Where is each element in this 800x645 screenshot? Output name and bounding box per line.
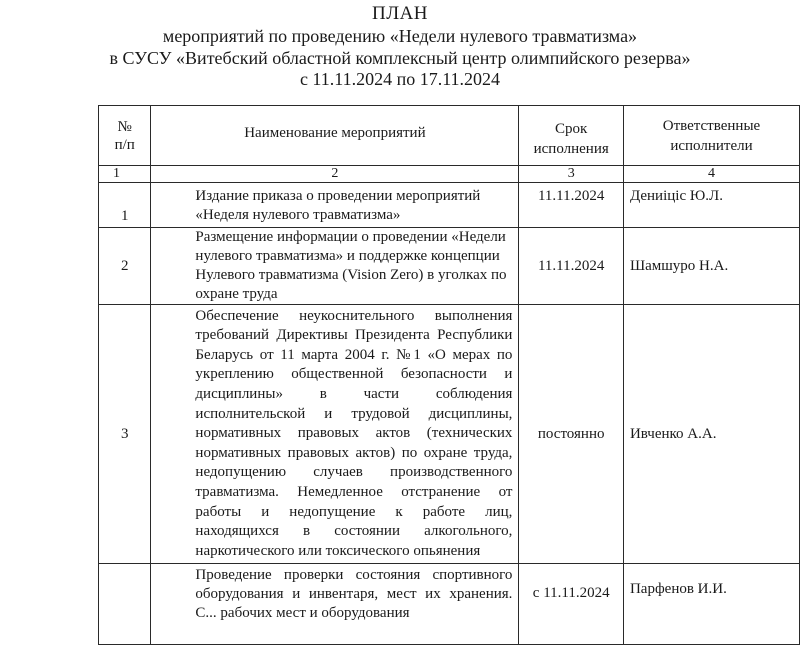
row-responsible: Шамшуро Н.А. — [623, 228, 799, 305]
row-responsible: Парфенов И.И. — [623, 564, 799, 645]
column-index: 1 — [99, 166, 151, 183]
plan-subtitle-events: мероприятий по проведению «Недели нулевого травматизма» — [162, 26, 638, 46]
table-row — [99, 228, 800, 305]
header-deadline: Срок исполнения — [519, 106, 624, 166]
row-event-name: Издание приказа о проведении мероприятий «Неделя нулевого травматизма» — [151, 183, 519, 228]
table-row — [99, 305, 800, 564]
column-index: 3 — [519, 166, 624, 183]
plan-subtitle-organization: в СУСУ «Витебский областной комплексный центр олимпийского резерва» — [109, 48, 691, 68]
row-event-name: Размещение информации о проведении «Недели нулевого травматизма» и поддержке концепции Нулевого травматизма (Vision Zero) в уголках по охране труда — [151, 228, 519, 305]
row-responsible: Дениiцic Ю.Л. — [623, 183, 799, 228]
column-index-row — [99, 166, 800, 183]
row-responsible: Ивченко А.А. — [623, 305, 799, 564]
table-row — [99, 564, 800, 645]
plan-subtitle-dates: с 11.11.2024 по 17.11.2024 — [299, 69, 501, 89]
plan-title: ПЛАН — [371, 3, 429, 24]
row-deadline: 11.11.2024 — [519, 228, 624, 305]
row-number: 3 — [99, 305, 151, 564]
row-event-name: Обеспечение неукоснительного выполнения требований Директивы Президента Республики Беларусь от 11 марта 2004 г. №1 «О мерах по укреплению общественной безопасности и дисциплины» в части соблюдения исполнительской и трудовой дисциплины, нормативных правовых актов (технических нормативных правовых актов) по охране труда, недопущению случаев производственного травматизма. Немедленное отстранение от работы и недопущение к работе лиц, находящихся в состоянии алкогольного, наркотического или токсического опьянения — [151, 305, 519, 564]
row-number: 2 — [99, 228, 151, 305]
table-header-row — [99, 106, 800, 166]
row-number: 1 — [99, 183, 151, 228]
column-index: 2 — [151, 166, 519, 183]
header-number: № п/п — [99, 106, 151, 166]
events-table — [98, 105, 800, 645]
row-deadline: 11.11.2024 — [519, 183, 624, 228]
table-row — [99, 183, 800, 228]
row-number — [99, 564, 151, 645]
row-deadline: постоянно — [519, 305, 624, 564]
column-index: 4 — [623, 166, 799, 183]
row-event-name: Проведение проверки состояния спортивного оборудования и инвентаря, мест их хранения. С... рабочих мест и оборудования — [151, 564, 519, 645]
row-deadline: с 11.11.2024 — [519, 564, 624, 645]
header-event-name: Наименование мероприятий — [151, 106, 519, 166]
document-heading — [0, 0, 800, 90]
header-responsible: Ответственные исполнители — [623, 106, 799, 166]
